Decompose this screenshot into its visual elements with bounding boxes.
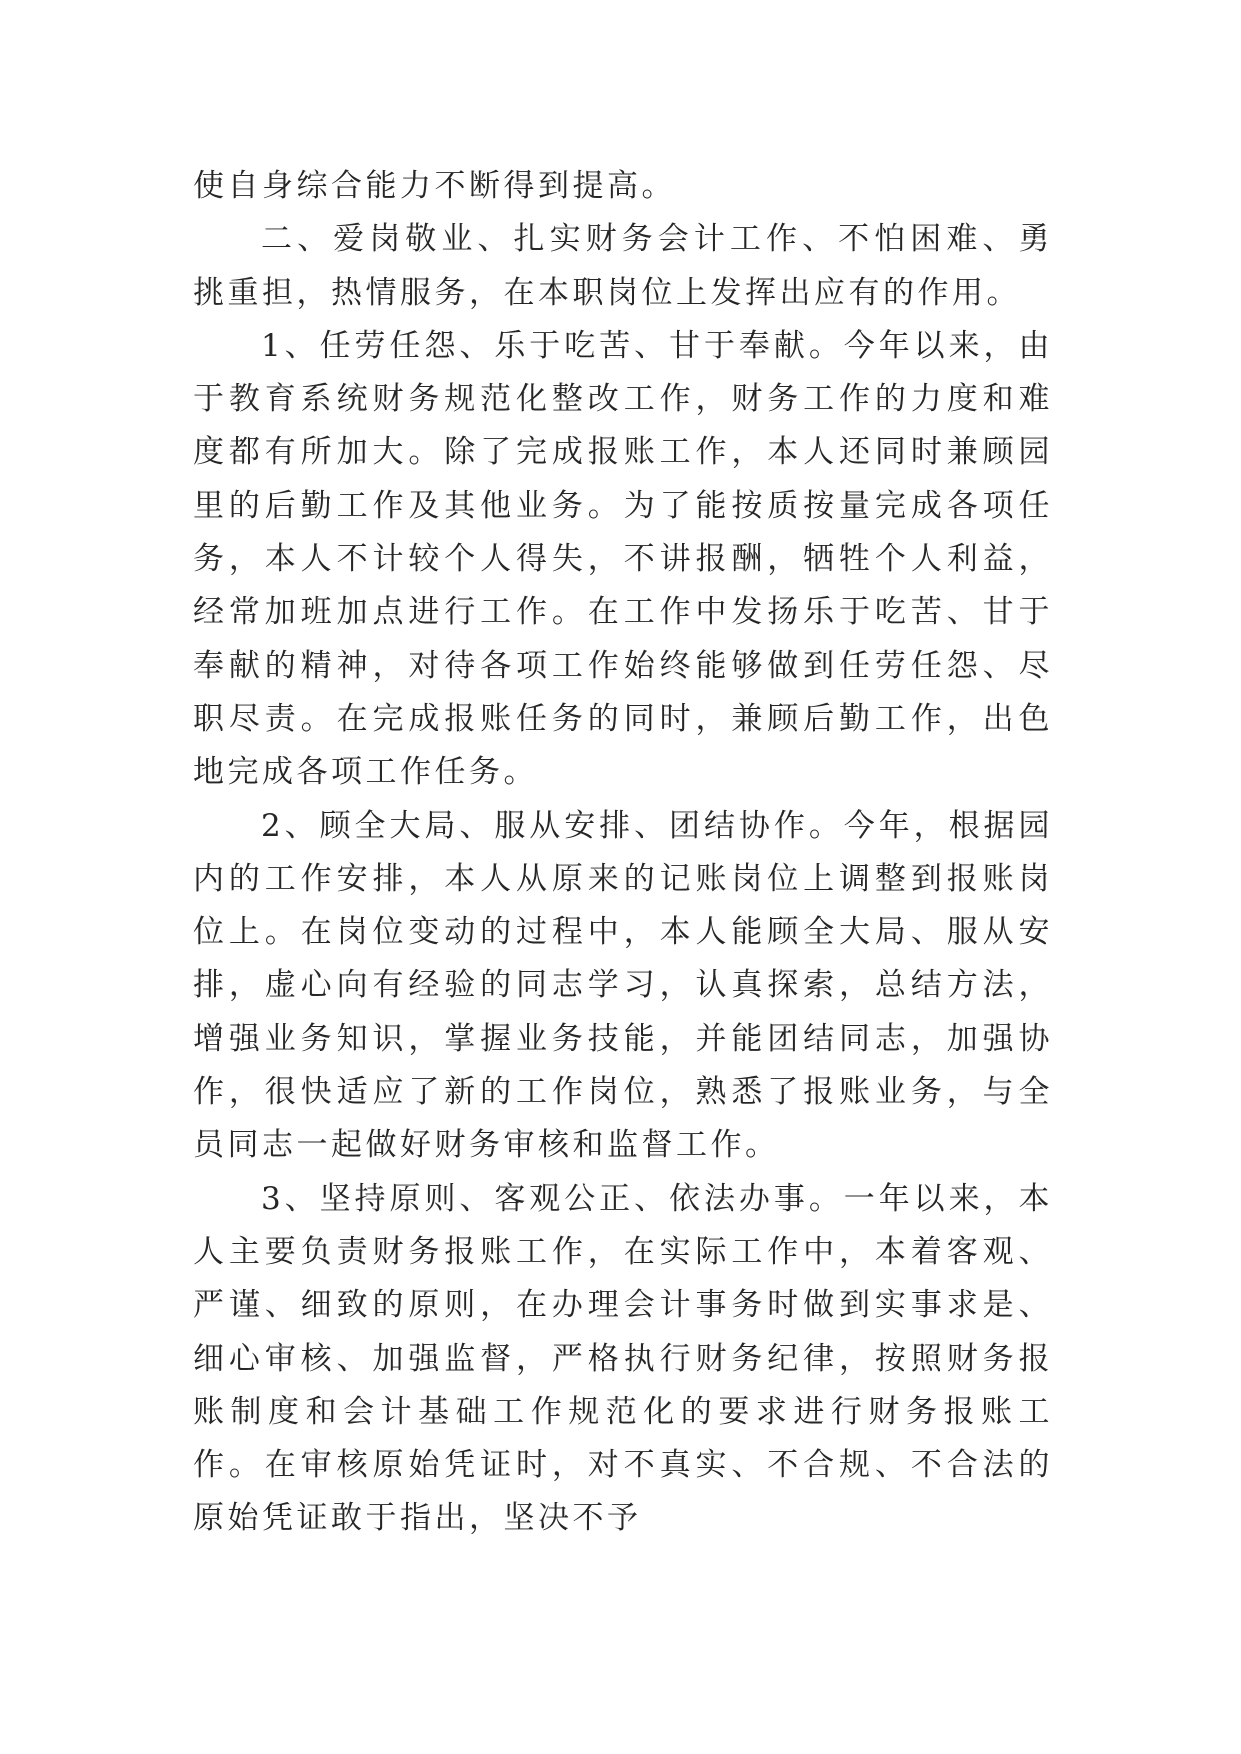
- paragraph-section-two-heading: 二、爱岗敬业、扎实财务会计工作、不怕困难、勇挑重担，热情服务，在本职岗位上发挥出应有的作用。: [193, 221, 1053, 311]
- paragraph-item-3: 3、坚持原则、客观公正、依法办事。一年以来，本人主要负责财务报账工作，在实际工作中，本着客观、严谨、细致的原则，在办理会计事务时做到实事求是、细心审核、加强监督，严格执行财务纪律，按照财务报账制度和会计基础工作规范化的要求进行财务报账工作。在审核原始凭证时，对不真实、不合规、不合法的原始凭证敢于指出，坚决不予: [193, 1180, 1053, 1537]
- paragraph-item-2: 2、顾全大局、服从安排、团结协作。今年，根据园内的工作安排，本人从原来的记账岗位上调整到报账岗位上。在岗位变动的过程中，本人能顾全大局、服从安排，虚心向有经验的同志学习，认真探索，总结方法，增强业务知识，掌握业务技能，并能团结同志，加强协作，很快适应了新的工作岗位，熟悉了报账业务，与全员同志一起做好财务审核和监督工作。: [193, 807, 1053, 1164]
- paragraph-continuation: 使自身综合能力不断得到提高。: [193, 168, 676, 204]
- document-body: [193, 160, 1053, 1546]
- paragraph-item-1: 1、任劳任怨、乐于吃苦、甘于奉献。今年以来，由于教育系统财务规范化整改工作，财务工作的力度和难度都有所加大。除了完成报账工作，本人还同时兼顾园里的后勤工作及其他业务。为了能按质按量完成各项任务，本人不计较个人得失，不讲报酬，牺牲个人利益，经常加班加点进行工作。在工作中发扬乐于吃苦、甘于奉献的精神，对待各项工作始终能够做到任劳任怨、尽职尽责。在完成报账任务的同时，兼顾后勤工作，出色地完成各项工作任务。: [193, 327, 1053, 791]
